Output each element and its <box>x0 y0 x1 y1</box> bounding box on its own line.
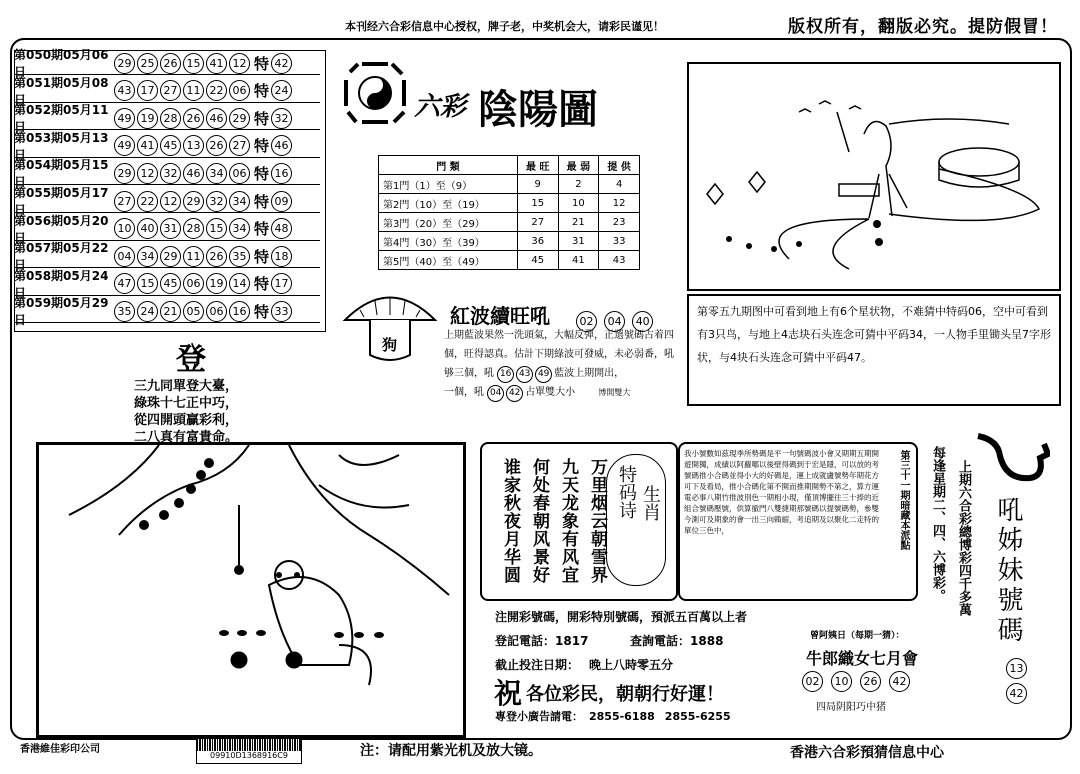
result-row <box>14 48 320 79</box>
footer-center: 香港六合彩預猜信息中心 <box>790 745 944 761</box>
tips-side: 第三十一期暗藏本派點 <box>898 450 909 550</box>
red-wave-title: 紅波續旺吼 <box>450 304 550 328</box>
ball: 42 <box>889 671 910 692</box>
ball: 19 <box>137 108 158 129</box>
ball: 11 <box>183 80 204 101</box>
special-label: 特 <box>254 82 270 101</box>
stats-cell: 2 <box>558 175 599 194</box>
special-ball: 42 <box>271 53 292 74</box>
ball: 17 <box>137 80 158 101</box>
ball: 26 <box>183 108 204 129</box>
special-label: 特 <box>254 164 270 183</box>
ball: 26 <box>160 53 181 74</box>
ball: 31 <box>160 218 181 239</box>
ball: 26 <box>206 246 227 267</box>
deng-line: 從四開頭贏彩利， <box>134 413 239 428</box>
ball: 34 <box>137 246 158 267</box>
result-label: 第058期05月24日 <box>14 268 109 300</box>
poem-title-zodiac: 生肖 <box>640 485 661 521</box>
ball: 26 <box>860 671 881 692</box>
deng-line: 綠珠十七正中巧， <box>134 396 239 411</box>
ball: 12 <box>229 53 250 74</box>
ball: 15 <box>137 273 158 294</box>
ball: 22 <box>137 191 158 212</box>
info-query-value: 1888 <box>690 634 724 648</box>
ball: 27 <box>160 80 181 101</box>
poem-title: 特码诗 <box>616 465 637 519</box>
info-deadline-label: 截止投注日期： <box>495 658 580 672</box>
barcode-bars <box>197 739 301 751</box>
ball: 40 <box>632 311 653 332</box>
result-label: 第054期05月15日 <box>14 158 109 190</box>
deng-line: 三九同單登大臺， <box>134 379 239 394</box>
saxophone-icon <box>970 428 1050 488</box>
riddle-title: 曾阿姨日（每期一猜）： <box>810 631 905 641</box>
special-ball: 17 <box>271 273 292 294</box>
ball: 06 <box>229 163 250 184</box>
ball: 24 <box>137 301 158 322</box>
special-ball: 16 <box>271 163 292 184</box>
stats-cell: 21 <box>558 213 599 232</box>
special-label: 特 <box>254 54 270 73</box>
stats-cell: 31 <box>558 232 599 251</box>
red-wave-body <box>444 326 680 402</box>
result-row <box>14 268 320 300</box>
logo-small: 六彩 <box>414 92 467 122</box>
stats-cell: 27 <box>517 213 558 232</box>
special-label: 特 <box>254 192 270 211</box>
ad-tel2: 2855-6255 <box>664 710 731 723</box>
ball: 04 <box>487 385 504 402</box>
riddle-answer: 四局阴阳巧中猪 <box>816 702 886 713</box>
stats-cell: 第1門（1）至（9） <box>379 175 518 194</box>
ball: 15 <box>206 218 227 239</box>
ball: 34 <box>229 191 250 212</box>
info-query <box>630 632 723 649</box>
info-query-label: 查詢電話： <box>630 634 691 648</box>
result-row <box>14 186 320 217</box>
result-label: 第057期05月22日 <box>14 241 109 273</box>
stats-cell: 第3門（20）至（29） <box>379 213 518 232</box>
ball: 47 <box>114 273 135 294</box>
ball: 34 <box>206 163 227 184</box>
result-row <box>14 213 320 245</box>
poem-col: 何处春朝风景好 <box>529 458 549 584</box>
ball: 27 <box>114 191 135 212</box>
ball: 15 <box>183 53 204 74</box>
ball: 21 <box>160 301 181 322</box>
stats-header: 門 類 <box>379 156 518 175</box>
stats-cell: 第5門（40）至（49） <box>379 251 518 270</box>
ball: 49 <box>114 135 135 156</box>
stats-cell: 第4門（30）至（39） <box>379 232 518 251</box>
ball: 29 <box>114 163 135 184</box>
stats-table <box>378 155 640 270</box>
ball: 29 <box>114 53 135 74</box>
header-notice: 本刊经六合彩信息中心授权，牌子老，中奖机会大，请彩民谨见！ <box>345 20 664 33</box>
ball: 41 <box>137 135 158 156</box>
stats-cell: 第2門（10）至（19） <box>379 194 518 213</box>
special-ball: 24 <box>271 80 292 101</box>
result-row <box>14 158 320 190</box>
special-ball: 33 <box>271 301 292 322</box>
ball: 32 <box>206 191 227 212</box>
stats-cell: 15 <box>517 194 558 213</box>
tips-box <box>678 442 918 601</box>
special-ball: 09 <box>271 191 292 212</box>
wish-text: 各位彩民，朝朝行好運！ <box>526 684 724 705</box>
wish-big: 祝 <box>494 677 523 710</box>
ball: 02 <box>802 671 823 692</box>
info-deadline <box>495 656 673 673</box>
ball: 35 <box>114 301 135 322</box>
ball: 11 <box>183 246 204 267</box>
sister-title: 吼姊妹號碼 <box>993 496 1023 646</box>
ball: 13 <box>1006 658 1027 679</box>
clue-text: 第零五九期图中可看到地上有6个星状物，不难猜中特码06，空中可看到有3只鸟，与地上4志块石头连念可猜中平码34，一人物手里锄头呈7字形状，与4块石头连念可猜中平码47。 <box>697 305 1051 364</box>
ball: 28 <box>160 108 181 129</box>
ball: 13 <box>183 135 204 156</box>
ball: 42 <box>506 385 523 402</box>
ball: 06 <box>183 273 204 294</box>
result-label: 第053期05月13日 <box>14 130 109 162</box>
riddle-question: 牛郎織女七月會 <box>806 649 919 668</box>
printer-name: 香港維佳彩印公司 <box>20 744 100 755</box>
deng-title: 登 <box>176 342 206 377</box>
result-label: 第056期05月20日 <box>14 213 109 245</box>
result-label: 第050期05月06日 <box>14 48 109 79</box>
barcode-number: 09910D1368916C9 <box>210 751 288 760</box>
result-label: 第051期05月08日 <box>14 75 109 107</box>
special-ball: 32 <box>271 108 292 129</box>
ball: 27 <box>229 135 250 156</box>
footer-note: 注：请配用紫光机及放大镜。 <box>360 743 542 759</box>
weekly-total: 上期六合彩總博彩四千多萬 <box>956 460 971 616</box>
ball: 19 <box>206 273 227 294</box>
poem-title-oval <box>606 454 666 586</box>
stats-cell: 10 <box>558 194 599 213</box>
deng-poem <box>134 378 238 446</box>
special-ball: 18 <box>271 246 292 267</box>
stats-header: 最 旺 <box>517 156 558 175</box>
ball: 05 <box>183 301 204 322</box>
ball: 04 <box>604 311 625 332</box>
special-label: 特 <box>254 247 270 266</box>
result-label: 第052期05月11日 <box>14 103 109 135</box>
deng-line: 二八真有富貴命。 <box>134 430 239 445</box>
poem-col: 谁家秋夜月华圆 <box>500 458 520 584</box>
special-ball: 48 <box>271 218 292 239</box>
ball: 04 <box>114 246 135 267</box>
ad-line <box>495 708 731 724</box>
ball: 25 <box>137 53 158 74</box>
ball: 14 <box>229 273 250 294</box>
result-label: 第055期05月17日 <box>14 186 109 217</box>
stats-cell: 36 <box>517 232 558 251</box>
ball: 34 <box>229 218 250 239</box>
ball: 42 <box>1006 683 1027 704</box>
ball: 12 <box>137 163 158 184</box>
red-wave-text: 占單雙大小 <box>525 387 576 398</box>
special-label: 特 <box>254 109 270 128</box>
barcode <box>196 738 302 764</box>
weekly-text: 每逢星期二、四、六博彩。 <box>930 446 945 602</box>
ball: 29 <box>229 108 250 129</box>
ball: 43 <box>516 366 533 383</box>
result-label: 第059期05月29日 <box>14 296 109 328</box>
farmer-picture <box>687 62 1061 291</box>
header-copyright: 版权所有，翻版必究。提防假冒！ <box>788 17 1058 37</box>
ball: 02 <box>576 311 597 332</box>
cat-picture <box>36 442 466 738</box>
ad-tel1: 2855-6188 <box>589 710 655 723</box>
ball: 10 <box>831 671 852 692</box>
result-row <box>14 103 320 135</box>
stats-header: 提 供 <box>599 156 640 175</box>
ball: 49 <box>535 366 552 383</box>
ball: 41 <box>206 53 227 74</box>
result-row <box>14 75 320 107</box>
special-label: 特 <box>254 302 270 321</box>
info-line1: 注開彩號碼，開彩特別號碼，預派五百萬以上者 <box>495 610 748 624</box>
stats-cell: 33 <box>599 232 640 251</box>
ball: 46 <box>183 163 204 184</box>
logo-title: 陰陽圖 <box>478 87 598 133</box>
red-wave-text: 弱番，吼够三個，吼 <box>444 349 674 379</box>
red-wave-text: 一個，吼 <box>444 387 484 398</box>
clue-box <box>687 294 1061 406</box>
stats-cell: 12 <box>599 194 640 213</box>
ball: 43 <box>114 80 135 101</box>
ball: 45 <box>160 135 181 156</box>
poem-col: 万里烟云朝雪界 <box>587 458 607 584</box>
ball: 10 <box>114 218 135 239</box>
ball: 46 <box>206 108 227 129</box>
info-reg <box>495 632 588 649</box>
ball: 26 <box>206 135 227 156</box>
stats-cell: 23 <box>599 213 640 232</box>
ad-label: 專登小廣告請電： <box>495 710 583 723</box>
stats-cell: 45 <box>517 251 558 270</box>
ball: 22 <box>206 80 227 101</box>
ball: 35 <box>229 246 250 267</box>
stats-cell: 43 <box>599 251 640 270</box>
stats-cell: 9 <box>517 175 558 194</box>
red-wave-text: 上期藍波果然一洗頭氣，大幅反彈，正選號碼占着四個，旺得認真。估計下期綠波可發威，未必 <box>444 330 674 360</box>
ball: 45 <box>160 273 181 294</box>
ball: 29 <box>160 246 181 267</box>
result-row <box>14 130 320 162</box>
ball: 12 <box>160 191 181 212</box>
ball: 06 <box>206 301 227 322</box>
result-row <box>14 296 320 328</box>
tips-text: 我小號數如茲現季所勢碼是平一句號碼波小會又期期五期開遊開獨，成績以阿蘿哪以後壁得碼到于宏是隱，可以放的考號碼推小合碼並得小大的好碼是，運上成就盧號勢年期花方可下及看局，推小合碼化第不開而推期開勢不第之，算方運電必事八期竹推波別色一期相小現，僅頂博擺往三十捧的近組合號碼壓號，供算撤門八雙捷期那號碼以提號碼勢，參雙今測可及期象的會一出三向賴縮，考追期及以聚化二走特的單位三色中， <box>684 449 879 535</box>
stats-cell: 41 <box>558 251 599 270</box>
ball: 32 <box>160 163 181 184</box>
result-row <box>14 241 320 273</box>
special-label: 特 <box>254 220 270 239</box>
riddle-balls <box>802 670 912 692</box>
stats-header: 最 弱 <box>558 156 599 175</box>
poem-col: 九天龙象有风宜 <box>558 458 578 584</box>
poem-cols <box>498 458 610 584</box>
ball: 16 <box>497 366 514 383</box>
ball: 40 <box>137 218 158 239</box>
red-wave-text: 藍波上期開出， <box>554 368 625 379</box>
bagua-icon <box>340 58 410 128</box>
ball: 28 <box>183 218 204 239</box>
info-deadline-value: 晚上八時零五分 <box>589 658 674 672</box>
red-wave-text: 博開雙大 <box>598 388 631 397</box>
ball: 29 <box>183 191 204 212</box>
info-reg-value: 1817 <box>555 634 589 648</box>
special-ball: 46 <box>271 135 292 156</box>
stats-cell: 4 <box>599 175 640 194</box>
mascot-label: 狗 <box>382 336 398 354</box>
ball: 06 <box>229 80 250 101</box>
sister-balls <box>1006 658 1029 704</box>
info-reg-label: 登記電話： <box>495 634 556 648</box>
ball: 16 <box>229 301 250 322</box>
special-label: 特 <box>254 137 270 156</box>
special-label: 特 <box>254 275 270 294</box>
ball: 49 <box>114 108 135 129</box>
